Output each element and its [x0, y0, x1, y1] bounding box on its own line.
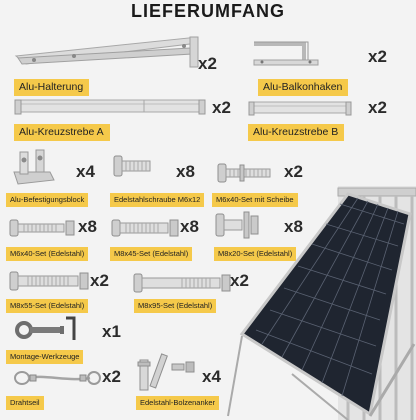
drahtseil-image [12, 366, 102, 390]
m8x45-set-edelstahl-qty: x8 [180, 217, 199, 236]
alu-befestigungsblock-label: Alu-Befestigungsblock [6, 193, 88, 207]
m8x20-set-edelstahl-qty: x8 [284, 217, 303, 236]
m6x40-set-mit-scheibe-image [216, 162, 272, 184]
m8x45-set-edelstahl-image [110, 218, 180, 238]
alu-kreuzstrebe-b-qty: x2 [368, 98, 387, 117]
alu-balkonhaken-label: Alu-Balkonhaken [258, 79, 348, 96]
montage-werkzeuge-label: Montage-Werkzeuge [6, 350, 83, 364]
edelstahlschraube-m6x12-label: Edelstahlschraube M6x12 [110, 193, 204, 207]
drahtseil-label: Drahtseil [6, 396, 44, 410]
m6x40-set-edelstahl-image [8, 218, 76, 238]
m6x40-set-mit-scheibe-label: M6x40-Set mit Scheibe [212, 193, 298, 207]
alu-kreuzstrebe-a-image [14, 98, 206, 116]
page-title: LIEFERUMFANG [131, 1, 285, 21]
alu-befestigungsblock-qty: x4 [76, 162, 95, 181]
montage-werkzeuge-image [14, 314, 80, 342]
m8x95-set-edelstahl-qty: x2 [230, 271, 249, 290]
alu-befestigungsblock-image [10, 146, 56, 186]
m8x55-set-edelstahl-image [8, 270, 90, 292]
alu-kreuzstrebe-b-image [248, 100, 352, 116]
solar-panel-image [228, 184, 416, 420]
alu-kreuzstrebe-b-label: Alu-Kreuzstrebe B [248, 124, 344, 141]
edelstahl-bolzenanker-qty: x4 [202, 367, 221, 386]
alu-balkonhaken-qty: x2 [368, 47, 387, 66]
alu-halterung-label: Alu-Halterung [14, 79, 89, 96]
m8x55-set-edelstahl-label: M8x55-Set (Edelstahl) [6, 299, 88, 313]
edelstahl-bolzenanker-image [136, 350, 202, 392]
alu-kreuzstrebe-a-qty: x2 [212, 98, 231, 117]
montage-werkzeuge-qty: x1 [102, 322, 121, 341]
m8x20-set-edelstahl-label: M8x20-Set (Edelstahl) [214, 247, 296, 261]
alu-balkonhaken-image [252, 40, 322, 68]
m8x95-set-edelstahl-label: M8x95-Set (Edelstahl) [134, 299, 216, 313]
edelstahlschraube-m6x12-qty: x8 [176, 162, 195, 181]
m6x40-set-edelstahl-qty: x8 [78, 217, 97, 236]
m6x40-set-edelstahl-label: M6x40-Set (Edelstahl) [6, 247, 88, 261]
drahtseil-qty: x2 [102, 367, 121, 386]
alu-kreuzstrebe-a-label: Alu-Kreuzstrebe A [14, 124, 110, 141]
alu-halterung-image [14, 34, 200, 70]
m8x95-set-edelstahl-image [132, 272, 232, 294]
m8x55-set-edelstahl-qty: x2 [90, 271, 109, 290]
edelstahl-bolzenanker-label: Edelstahl-Bolzenanker [136, 396, 219, 410]
edelstahlschraube-m6x12-image [112, 154, 152, 178]
m8x45-set-edelstahl-label: M8x45-Set (Edelstahl) [110, 247, 192, 261]
alu-halterung-qty: x2 [198, 54, 217, 73]
m6x40-set-mit-scheibe-qty: x2 [284, 162, 303, 181]
